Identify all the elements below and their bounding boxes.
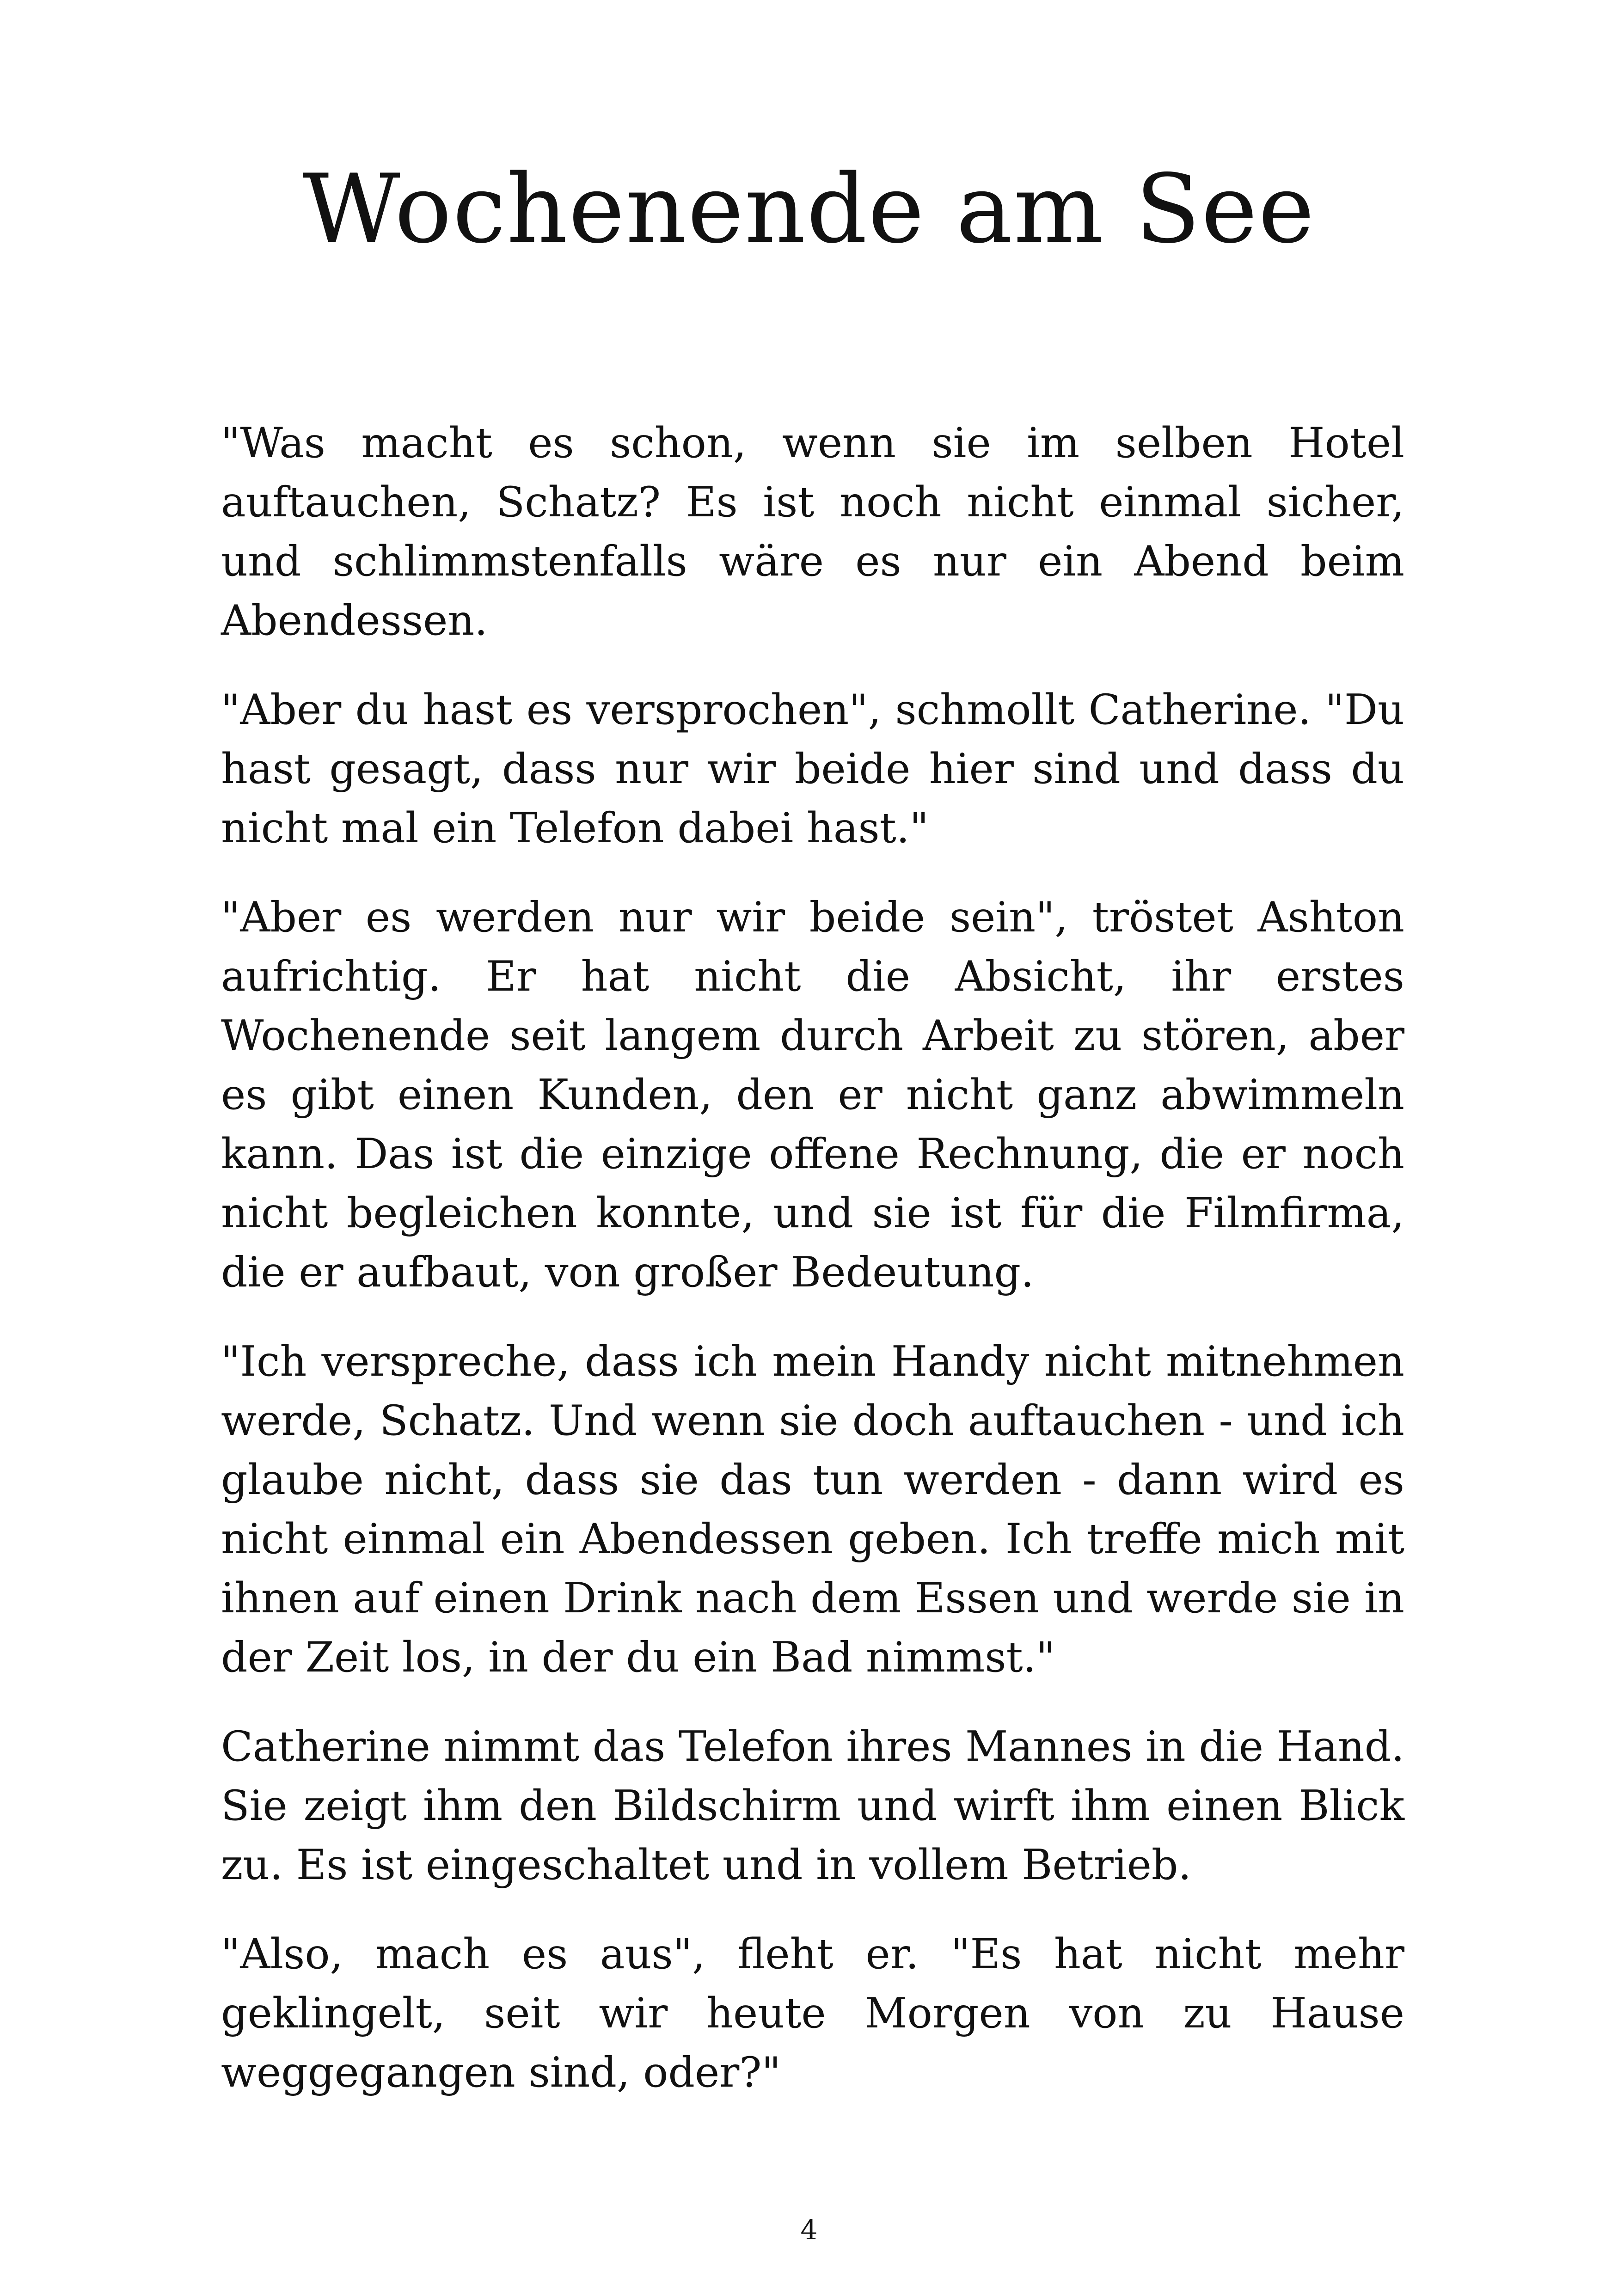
paragraph-5: Catherine nimmt das Telefon ihres Mannes in die Hand. Sie zeigt ihm den Bildschirm und wirft ihm einen Blick zu. Es ist eingeschaltet und in vollem Betrieb. — [221, 1722, 1404, 1889]
page-number: 4 — [800, 2214, 818, 2246]
paragraph-6: "Also, mach es aus", fleht er. "Es hat nicht mehr geklingelt, seit wir heute Morgen von zu Hause weggegangen sind, oder?" — [221, 1930, 1404, 2097]
paragraph-3: "Aber es werden nur wir beide sein", tröstet Ashton aufrichtig. Er hat nicht die Absicht, ihr erstes Wochenende seit langem durch Arbeit zu stören, aber es gibt einen Kunden, den er nicht ganz abwimmeln kann. Das ist die einzige offene Rechnung, die er noch nicht begleichen konnte, und sie ist für die Filmfirma, die er aufbaut, von großer Bedeutung. — [221, 893, 1404, 1297]
page-title: Wochenende am See — [302, 154, 1316, 264]
body-text — [221, 414, 1404, 2132]
paragraph-4: "Ich verspreche, dass ich mein Handy nicht mitnehmen werde, Schatz. Und wenn sie doch auftauchen - und ich glaube nicht, dass sie das tun werden - dann wird es nicht einmal ein Abendessen geben. Ich treffe mich mit ihnen auf einen Drink nach dem Essen und werde sie in der Zeit los, in der du ein Bad nimmst." — [221, 1337, 1404, 1682]
paragraph-2: "Aber du hast es versprochen", schmollt Catherine. "Du hast gesagt, dass nur wir beide hier sind und dass du nicht mal ein Telefon dabei hast." — [221, 686, 1404, 852]
paragraph-1: "Was macht es schon, wenn sie im selben Hotel auftauchen, Schatz? Es ist noch nicht einmal sicher, und schlimmstenfalls wäre es nur ein Abend beim Abendessen. — [221, 419, 1404, 645]
